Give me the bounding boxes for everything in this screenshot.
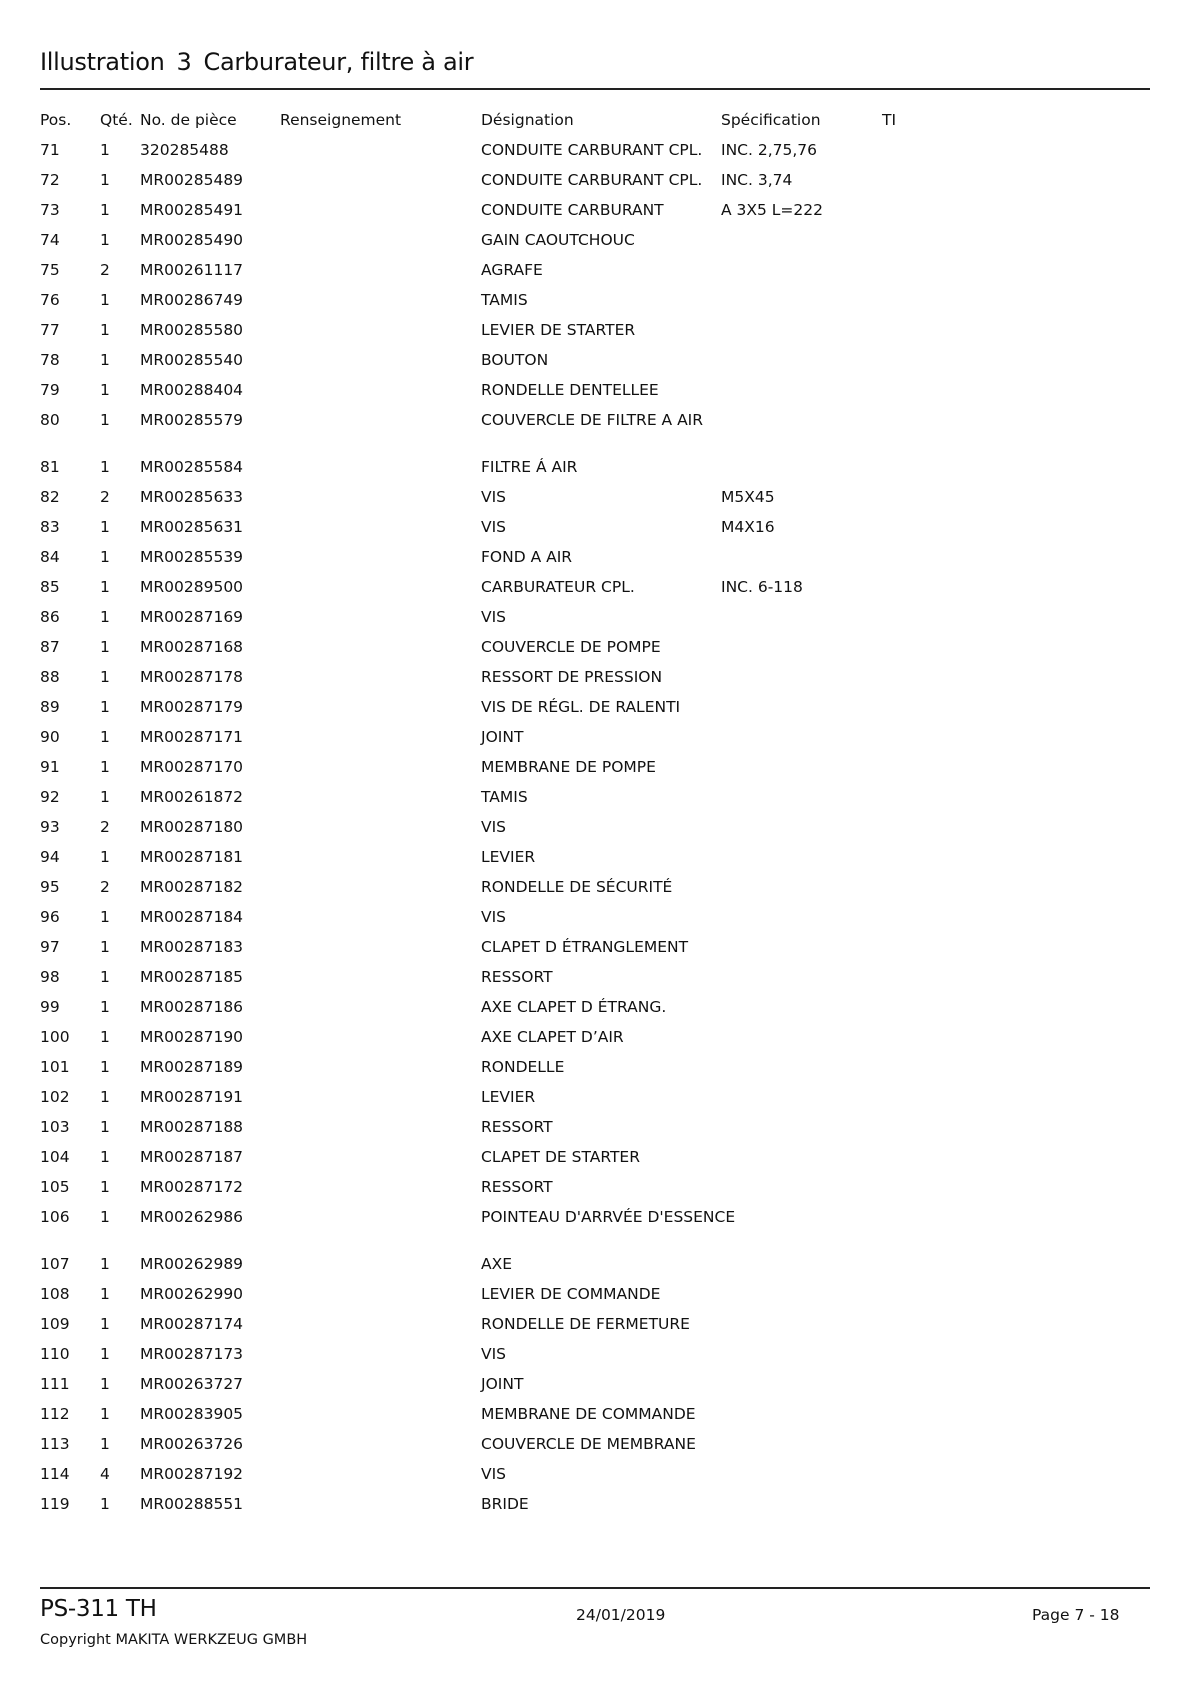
table-row: [0, 938, 1190, 968]
part-pos: 71: [40, 141, 60, 159]
part-qty: 1: [100, 1435, 110, 1453]
table-row: [0, 608, 1190, 638]
part-number: MR00287191: [140, 1088, 244, 1106]
part-designation: CARBURATEUR CPL.: [481, 578, 635, 596]
table-row: [0, 1405, 1190, 1435]
part-pos: 94: [40, 848, 60, 866]
part-pos: 97: [40, 938, 60, 956]
table-row: [0, 908, 1190, 938]
table-row: [0, 1088, 1190, 1118]
part-qty: 1: [100, 171, 110, 189]
part-specification: INC. 2,75,76: [721, 141, 818, 159]
table-row: [0, 998, 1190, 1028]
table-row: [0, 848, 1190, 878]
part-qty: 1: [100, 638, 110, 656]
part-number: MR00287184: [140, 908, 244, 926]
part-specification: A 3X5 L=222: [721, 201, 824, 219]
part-designation: RESSORT: [481, 1178, 553, 1196]
part-qty: 1: [100, 548, 110, 566]
part-designation: RESSORT: [481, 1118, 553, 1136]
part-qty: 1: [100, 321, 110, 339]
part-qty: 1: [100, 291, 110, 309]
part-designation: AXE CLAPET D ÉTRANG.: [481, 998, 667, 1016]
table-row: [0, 1375, 1190, 1405]
part-number: MR00262990: [140, 1285, 244, 1303]
part-designation: LEVIER: [481, 848, 536, 866]
part-number: 320285488: [140, 141, 229, 159]
part-pos: 98: [40, 968, 60, 986]
part-qty: 1: [100, 1118, 110, 1136]
illustration-number: 3: [176, 48, 192, 76]
part-number: MR00285489: [140, 171, 244, 189]
part-qty: 1: [100, 578, 110, 596]
illustration-label: Illustration: [40, 48, 165, 76]
part-designation: GAIN CAOUTCHOUC: [481, 231, 635, 249]
part-pos: 104: [40, 1148, 70, 1166]
part-pos: 91: [40, 758, 60, 776]
part-pos: 79: [40, 381, 60, 399]
part-qty: 1: [100, 381, 110, 399]
part-designation: VIS: [481, 818, 507, 836]
part-designation: TAMIS: [481, 788, 528, 806]
part-qty: 1: [100, 1058, 110, 1076]
part-qty: 1: [100, 848, 110, 866]
part-qty: 2: [100, 488, 110, 506]
part-designation: RESSORT DE PRESSION: [481, 668, 663, 686]
part-number: MR00261117: [140, 261, 244, 279]
part-qty: 1: [100, 411, 110, 429]
part-pos: 110: [40, 1345, 70, 1363]
part-pos: 113: [40, 1435, 70, 1453]
part-number: MR00287189: [140, 1058, 244, 1076]
table-row: [0, 141, 1190, 171]
table-row: [0, 488, 1190, 518]
part-qty: 1: [100, 998, 110, 1016]
part-number: MR00287190: [140, 1028, 244, 1046]
part-designation: VIS: [481, 1465, 507, 1483]
part-designation: BRIDE: [481, 1495, 529, 1513]
part-qty: 1: [100, 968, 110, 986]
part-pos: 72: [40, 171, 60, 189]
part-qty: 1: [100, 231, 110, 249]
table-row: [0, 261, 1190, 291]
part-qty: 1: [100, 608, 110, 626]
part-number: MR00287187: [140, 1148, 244, 1166]
part-qty: 2: [100, 261, 110, 279]
part-designation: FOND A AIR: [481, 548, 573, 566]
part-number: MR00287180: [140, 818, 244, 836]
part-number: MR00287183: [140, 938, 244, 956]
part-qty: 1: [100, 1208, 110, 1226]
part-number: MR00262986: [140, 1208, 244, 1226]
part-pos: 112: [40, 1405, 70, 1423]
table-row: [0, 578, 1190, 608]
header-divider: [40, 88, 1150, 90]
col-designation: Désignation: [481, 111, 574, 129]
part-qty: 1: [100, 1178, 110, 1196]
table-row: [0, 818, 1190, 848]
part-pos: 82: [40, 488, 60, 506]
part-designation: COUVERCLE DE FILTRE A AIR: [481, 411, 704, 429]
table-row: [0, 1435, 1190, 1465]
part-number: MR00287188: [140, 1118, 244, 1136]
table-row: [0, 1208, 1190, 1238]
table-header: [0, 111, 1190, 131]
part-number: MR00287171: [140, 728, 244, 746]
part-number: MR00285631: [140, 518, 244, 536]
table-row: [0, 351, 1190, 381]
part-designation: FILTRE Á AIR: [481, 458, 578, 476]
part-qty: 1: [100, 1088, 110, 1106]
part-pos: 109: [40, 1315, 70, 1333]
part-pos: 77: [40, 321, 60, 339]
part-number: MR00287168: [140, 638, 244, 656]
part-qty: 1: [100, 1315, 110, 1333]
part-pos: 81: [40, 458, 60, 476]
part-number: MR00285539: [140, 548, 244, 566]
part-qty: 1: [100, 1405, 110, 1423]
part-pos: 107: [40, 1255, 70, 1273]
footer-divider: [40, 1587, 1150, 1589]
part-number: MR00287169: [140, 608, 244, 626]
col-specification: Spécification: [721, 111, 821, 129]
part-qty: 1: [100, 758, 110, 776]
part-pos: 88: [40, 668, 60, 686]
part-pos: 106: [40, 1208, 70, 1226]
page-title: [40, 48, 485, 76]
part-pos: 85: [40, 578, 60, 596]
part-designation: RONDELLE DE SÉCURITÉ: [481, 878, 673, 896]
part-designation: JOINT: [481, 1375, 524, 1393]
part-designation: VIS: [481, 518, 507, 536]
table-row: [0, 698, 1190, 728]
table-row: [0, 1495, 1190, 1525]
part-designation: RONDELLE DENTELLEE: [481, 381, 659, 399]
part-number: MR00285540: [140, 351, 244, 369]
table-row: [0, 231, 1190, 261]
part-number: MR00263727: [140, 1375, 244, 1393]
part-pos: 90: [40, 728, 60, 746]
part-number: MR00288551: [140, 1495, 244, 1513]
table-row: [0, 788, 1190, 818]
part-number: MR00287170: [140, 758, 244, 776]
table-row: [0, 668, 1190, 698]
part-designation: AXE: [481, 1255, 513, 1273]
part-number: MR00287186: [140, 998, 244, 1016]
part-number: MR00287185: [140, 968, 244, 986]
part-designation: LEVIER DE COMMANDE: [481, 1285, 661, 1303]
table-row: [0, 201, 1190, 231]
part-qty: 2: [100, 818, 110, 836]
part-designation: COUVERCLE DE MEMBRANE: [481, 1435, 696, 1453]
part-pos: 93: [40, 818, 60, 836]
part-designation: COUVERCLE DE POMPE: [481, 638, 661, 656]
part-pos: 100: [40, 1028, 70, 1046]
table-row: [0, 878, 1190, 908]
part-qty: 1: [100, 1285, 110, 1303]
part-number: MR00287181: [140, 848, 244, 866]
part-number: MR00286749: [140, 291, 244, 309]
part-pos: 74: [40, 231, 60, 249]
part-pos: 92: [40, 788, 60, 806]
part-number: MR00287179: [140, 698, 244, 716]
part-designation: RESSORT: [481, 968, 553, 986]
part-pos: 80: [40, 411, 60, 429]
col-info: Renseignement: [280, 111, 402, 129]
part-qty: 4: [100, 1465, 110, 1483]
part-pos: 76: [40, 291, 60, 309]
part-pos: 86: [40, 608, 60, 626]
part-number: MR00262989: [140, 1255, 244, 1273]
part-qty: 1: [100, 1028, 110, 1046]
part-pos: 75: [40, 261, 60, 279]
table-row: [0, 1058, 1190, 1088]
part-pos: 89: [40, 698, 60, 716]
part-number: MR00283905: [140, 1405, 244, 1423]
table-row: [0, 1255, 1190, 1285]
part-number: MR00287178: [140, 668, 244, 686]
part-number: MR00287172: [140, 1178, 244, 1196]
part-pos: 83: [40, 518, 60, 536]
part-designation: RONDELLE DE FERMETURE: [481, 1315, 690, 1333]
part-number: MR00261872: [140, 788, 244, 806]
table-row: [0, 728, 1190, 758]
part-number: MR00285580: [140, 321, 244, 339]
part-designation: VIS: [481, 488, 507, 506]
part-designation: VIS: [481, 908, 507, 926]
part-pos: 101: [40, 1058, 70, 1076]
part-qty: 1: [100, 788, 110, 806]
section-title: Carburateur, filtre à air: [203, 48, 474, 76]
table-row: [0, 968, 1190, 998]
part-designation: AXE CLAPET D’AIR: [481, 1028, 624, 1046]
part-qty: 1: [100, 1255, 110, 1273]
table-row: [0, 411, 1190, 441]
part-number: MR00285491: [140, 201, 244, 219]
part-number: MR00285579: [140, 411, 244, 429]
col-ti: TI: [882, 111, 897, 129]
table-row: [0, 1285, 1190, 1315]
table-row: [0, 518, 1190, 548]
part-designation: VIS: [481, 1345, 507, 1363]
part-pos: 111: [40, 1375, 70, 1393]
part-pos: 78: [40, 351, 60, 369]
part-qty: 1: [100, 458, 110, 476]
document-date: 24/01/2019: [576, 1606, 666, 1624]
part-specification: M5X45: [721, 488, 775, 506]
part-pos: 102: [40, 1088, 70, 1106]
part-number: MR00287173: [140, 1345, 244, 1363]
table-row: [0, 321, 1190, 351]
part-pos: 87: [40, 638, 60, 656]
part-number: MR00285490: [140, 231, 244, 249]
part-number: MR00285633: [140, 488, 244, 506]
page-number: Page 7 - 18: [1032, 1606, 1120, 1624]
table-row: [0, 1345, 1190, 1375]
part-number: MR00287174: [140, 1315, 244, 1333]
table-row: [0, 1028, 1190, 1058]
part-qty: 1: [100, 728, 110, 746]
part-qty: 1: [100, 668, 110, 686]
part-qty: 1: [100, 1148, 110, 1166]
col-pos: Pos.: [40, 111, 72, 129]
part-number: MR00288404: [140, 381, 244, 399]
col-part-number: No. de pièce: [140, 111, 237, 129]
part-designation: RONDELLE: [481, 1058, 565, 1076]
table-row: [0, 171, 1190, 201]
part-designation: TAMIS: [481, 291, 528, 309]
col-qty: Qté.: [100, 111, 133, 129]
part-pos: 119: [40, 1495, 70, 1513]
part-designation: VIS: [481, 608, 507, 626]
part-number: MR00289500: [140, 578, 244, 596]
part-qty: 1: [100, 351, 110, 369]
part-designation: CONDUITE CARBURANT CPL.: [481, 171, 703, 189]
part-pos: 84: [40, 548, 60, 566]
part-pos: 99: [40, 998, 60, 1016]
table-row: [0, 1315, 1190, 1345]
part-pos: 103: [40, 1118, 70, 1136]
copyright: Copyright MAKITA WERKZEUG GMBH: [40, 1632, 308, 1648]
part-number: MR00287192: [140, 1465, 244, 1483]
part-designation: BOUTON: [481, 351, 549, 369]
table-row: [0, 638, 1190, 668]
part-specification: M4X16: [721, 518, 775, 536]
table-row: [0, 291, 1190, 321]
part-qty: 1: [100, 1495, 110, 1513]
part-designation: JOINT: [481, 728, 524, 746]
part-qty: 1: [100, 1375, 110, 1393]
table-row: [0, 1465, 1190, 1495]
part-number: MR00263726: [140, 1435, 244, 1453]
table-row: [0, 548, 1190, 578]
part-pos: 114: [40, 1465, 70, 1483]
part-designation: AGRAFE: [481, 261, 543, 279]
part-number: MR00287182: [140, 878, 244, 896]
part-qty: 1: [100, 908, 110, 926]
part-pos: 73: [40, 201, 60, 219]
part-pos: 108: [40, 1285, 70, 1303]
part-qty: 1: [100, 201, 110, 219]
parts-table: [0, 141, 1190, 1525]
part-pos: 96: [40, 908, 60, 926]
part-designation: LEVIER DE STARTER: [481, 321, 636, 339]
part-specification: INC. 3,74: [721, 171, 793, 189]
part-designation: POINTEAU D'ARRVÉE D'ESSENCE: [481, 1208, 736, 1226]
part-qty: 1: [100, 938, 110, 956]
table-row: [0, 1148, 1190, 1178]
part-pos: 105: [40, 1178, 70, 1196]
part-designation: MEMBRANE DE POMPE: [481, 758, 656, 776]
table-row: [0, 1118, 1190, 1148]
part-qty: 2: [100, 878, 110, 896]
part-pos: 95: [40, 878, 60, 896]
part-specification: INC. 6-118: [721, 578, 803, 596]
part-number: MR00285584: [140, 458, 244, 476]
part-designation: CONDUITE CARBURANT: [481, 201, 664, 219]
part-qty: 1: [100, 518, 110, 536]
part-qty: 1: [100, 141, 110, 159]
part-qty: 1: [100, 1345, 110, 1363]
part-qty: 1: [100, 698, 110, 716]
part-designation: CONDUITE CARBURANT CPL.: [481, 141, 703, 159]
part-designation: VIS DE RÉGL. DE RALENTI: [481, 698, 681, 716]
table-row: [0, 1178, 1190, 1208]
table-row: [0, 758, 1190, 788]
part-designation: CLAPET DE STARTER: [481, 1148, 640, 1166]
part-designation: LEVIER: [481, 1088, 536, 1106]
table-row: [0, 381, 1190, 411]
table-row: [0, 458, 1190, 488]
part-designation: MEMBRANE DE COMMANDE: [481, 1405, 696, 1423]
part-designation: CLAPET D ÉTRANGLEMENT: [481, 938, 689, 956]
model-name: PS-311 TH: [40, 1596, 157, 1622]
